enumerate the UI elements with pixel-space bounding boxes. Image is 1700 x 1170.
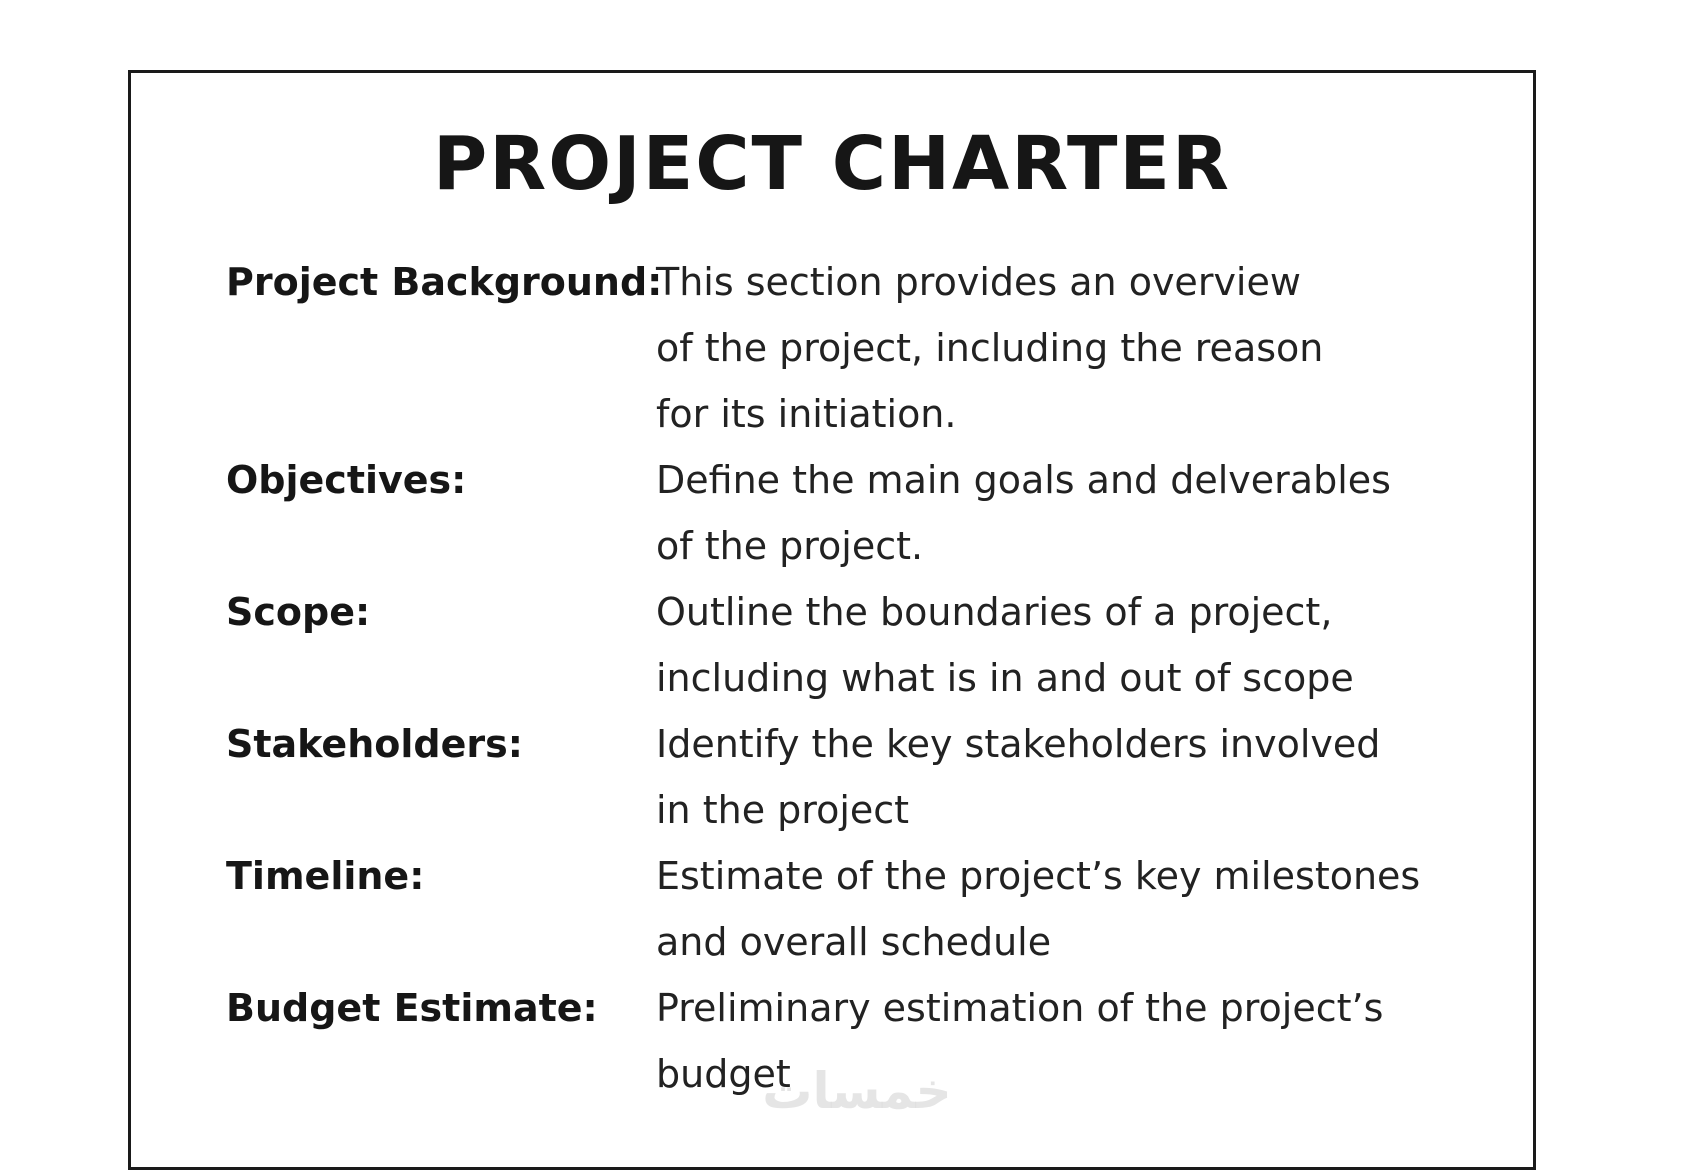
section-description xyxy=(656,579,1486,711)
section-stakeholders xyxy=(226,711,1486,843)
section-description xyxy=(656,843,1486,975)
section-objectives xyxy=(226,447,1486,579)
description-line: Preliminary estimation of the project’s xyxy=(656,986,1384,1030)
description-line: budget xyxy=(656,1052,791,1096)
section-scope xyxy=(226,579,1486,711)
section-label: Objectives: xyxy=(226,458,467,502)
description-line: Estimate of the project’s key milestones xyxy=(656,854,1421,898)
description-line: of the project, including the reason xyxy=(656,326,1324,370)
description-line: including what is in and out of scope xyxy=(656,656,1354,700)
charter-sections xyxy=(226,249,1486,1107)
description-line: Identify the key stakeholders involved xyxy=(656,722,1381,766)
watermark-logo xyxy=(752,1062,962,1122)
description-line: in the project xyxy=(656,788,910,832)
description-line: This section provides an overview xyxy=(656,260,1301,304)
description-line: Outline the boundaries of a project, xyxy=(656,590,1333,634)
section-label: Timeline: xyxy=(226,854,425,898)
section-description xyxy=(656,447,1486,579)
description-line: Define the main goals and delverables xyxy=(656,458,1391,502)
section-label: Budget Estimate: xyxy=(226,986,598,1030)
section-description xyxy=(656,711,1486,843)
section-description xyxy=(656,249,1486,447)
section-label: Scope: xyxy=(226,590,371,634)
page-title: PROJECT CHARTER xyxy=(433,121,1231,207)
section-label: Project Background: xyxy=(226,260,663,304)
charter-frame xyxy=(128,70,1536,1170)
section-label: Stakeholders: xyxy=(226,722,523,766)
section-timeline xyxy=(226,843,1486,975)
watermark-text: خمسات xyxy=(762,1062,952,1120)
section-project-background xyxy=(226,249,1486,447)
description-line: and overall schedule xyxy=(656,920,1052,964)
description-line: for its initiation. xyxy=(656,392,957,436)
description-line: of the project. xyxy=(656,524,924,568)
